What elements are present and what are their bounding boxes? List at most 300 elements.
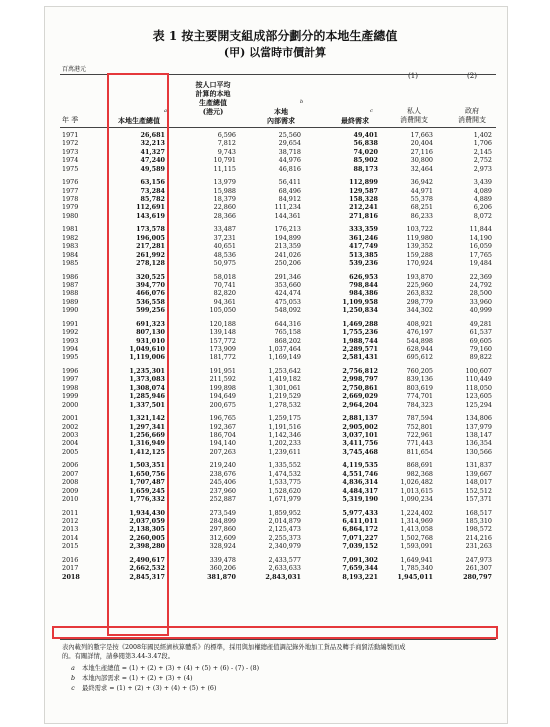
cell-gdp: 196,005 <box>136 233 165 242</box>
cell-domestic-demand: 291,346 <box>274 272 301 281</box>
cell-per-capita: 312,609 <box>209 533 236 542</box>
table-row <box>0 225 550 233</box>
table-row <box>0 195 550 203</box>
cell-domestic-demand: 176,213 <box>274 225 301 234</box>
header-per-capita <box>186 80 240 116</box>
cell-domestic-demand: 144,361 <box>274 211 301 220</box>
cell-per-capita: 22,860 <box>213 203 236 212</box>
formula-b <box>66 674 496 683</box>
cell-final-demand: 4,836,314 <box>342 478 378 487</box>
cell-domestic-demand: 2,125,473 <box>268 525 301 534</box>
cell-final-demand: 1,469,288 <box>342 319 378 328</box>
header-private <box>392 107 436 125</box>
cell-final-demand: 3,745,468 <box>342 447 378 456</box>
cell-domestic-demand: 111,234 <box>274 203 301 212</box>
cell-gov-consumption: 14,190 <box>469 233 492 242</box>
cell-year: 2003 <box>62 431 79 439</box>
cell-gov-consumption: 131,837 <box>465 461 492 470</box>
cell-private-consumption: 752,801 <box>406 422 433 431</box>
cell-per-capita: 105,050 <box>209 306 236 315</box>
cell-per-capita: 252,887 <box>209 495 236 503</box>
cell-gdp: 63,156 <box>140 178 165 187</box>
cell-gdp: 41,327 <box>140 147 165 156</box>
cell-domestic-demand: 2,433,577 <box>268 555 301 564</box>
table-row <box>0 289 550 297</box>
cell-gov-consumption: 139,667 <box>465 469 492 478</box>
cell-per-capita: 194,649 <box>209 392 236 401</box>
table-row <box>0 242 550 250</box>
cell-per-capita: 360,206 <box>209 564 236 573</box>
cell-gdp: 1,297,341 <box>129 422 165 431</box>
cell-domestic-demand: 424,474 <box>274 289 301 298</box>
cell-private-consumption: 408,921 <box>406 319 433 328</box>
table-row <box>0 328 550 336</box>
cell-final-demand: 5,977,433 <box>342 508 378 517</box>
cell-year: 2005 <box>62 447 79 456</box>
cell-year: 2011 <box>62 508 79 517</box>
table-row <box>0 156 550 164</box>
cell-private-consumption: 1,224,402 <box>400 508 433 517</box>
cell-year: 2015 <box>62 542 79 551</box>
cell-year: 1979 <box>62 203 79 212</box>
header-private-line2: 消費開支 <box>400 116 428 124</box>
cell-gov-consumption: 2,145 <box>473 147 492 156</box>
cell-final-demand: 1,250,834 <box>342 306 378 315</box>
cell-gdp: 536,558 <box>136 297 165 306</box>
cell-final-demand: 2,581,431 <box>342 353 378 362</box>
cell-gov-consumption: 2,752 <box>473 156 492 165</box>
table-row <box>0 461 550 469</box>
cell-gov-consumption: 17,765 <box>469 250 492 259</box>
cell-gov-consumption: 125,294 <box>465 400 492 409</box>
cell-year: 1974 <box>62 156 79 165</box>
cell-per-capita: 339,478 <box>209 555 236 564</box>
cell-final-demand: 626,953 <box>349 272 378 281</box>
cell-year: 1977 <box>62 186 79 195</box>
cell-domestic-demand: 1,239,611 <box>268 447 301 456</box>
cell-private-consumption: 868,691 <box>406 461 433 470</box>
header-private-line1: 私人 <box>407 107 421 115</box>
cell-year: 1978 <box>62 195 79 203</box>
cell-per-capita: 381,870 <box>207 572 236 581</box>
cell-final-demand: 6,864,172 <box>342 525 378 534</box>
cell-gdp: 2,260,005 <box>129 533 165 542</box>
table-row <box>0 431 550 439</box>
cell-per-capita: 200,675 <box>209 400 236 409</box>
cell-gov-consumption: 1,402 <box>473 131 492 139</box>
cell-gov-consumption: 28,500 <box>469 289 492 298</box>
cell-gov-consumption: 3,439 <box>473 178 492 187</box>
cell-gdp: 2,037,059 <box>129 517 165 525</box>
table-row <box>0 375 550 383</box>
bottom-rule <box>60 639 496 640</box>
header-year: 年 季 <box>62 116 79 124</box>
cell-private-consumption: 760,205 <box>406 367 433 375</box>
cell-domestic-demand: 1,335,552 <box>268 461 301 470</box>
cell-gov-consumption: 61,537 <box>469 328 492 337</box>
gdp-column-highlight <box>107 73 169 636</box>
cell-gdp: 1,373,083 <box>129 375 165 384</box>
header-domestic-line2: 內部需求 <box>267 116 295 125</box>
cell-final-demand: 7,071,227 <box>342 533 378 542</box>
cell-year: 1982 <box>62 233 79 242</box>
cell-year: 2004 <box>62 439 79 448</box>
table-row <box>0 148 550 156</box>
table-subtitle: (甲) 以當時市價計算 <box>223 46 327 59</box>
formula-c-text: 最終需求 = (1) + (2) + (3) + (4) + (5) + (6) <box>82 685 217 692</box>
cell-gdp: 112,691 <box>136 203 165 212</box>
cell-private-consumption: 1,413,058 <box>400 525 433 534</box>
cell-private-consumption: 1,502,768 <box>400 533 433 542</box>
cell-private-consumption: 628,944 <box>406 345 433 353</box>
cell-gdp: 2,398,280 <box>129 542 165 551</box>
cell-gdp: 2,845,317 <box>129 572 165 581</box>
cell-private-consumption: 1,090,234 <box>400 495 433 503</box>
cell-domestic-demand: 1,202,233 <box>268 439 301 448</box>
cell-gdp: 278,128 <box>136 259 165 267</box>
cell-gov-consumption: 6,206 <box>473 203 492 212</box>
cell-private-consumption: 1,649,941 <box>400 555 433 564</box>
cell-final-demand: 539,236 <box>349 259 378 267</box>
cell-gov-consumption: 69,605 <box>469 336 492 345</box>
cell-private-consumption: 1,314,969 <box>400 517 433 525</box>
note-line-2: 的。有關詳情，請參閱第3.44-3.47段。 <box>62 653 175 660</box>
header-domestic <box>256 107 306 125</box>
cell-private-consumption: 32,464 <box>410 164 433 173</box>
cell-final-demand: 984,386 <box>349 289 378 298</box>
cell-gov-consumption: 19,484 <box>469 259 492 267</box>
cell-per-capita: 18,379 <box>213 195 236 203</box>
cell-final-demand: 3,411,756 <box>342 439 378 448</box>
header-final-mark: c <box>370 108 373 114</box>
cell-private-consumption: 811,654 <box>406 447 433 456</box>
cell-final-demand: 271,816 <box>349 211 378 220</box>
cell-per-capita: 181,772 <box>209 353 236 362</box>
cell-gov-consumption: 137,979 <box>465 422 492 431</box>
cell-private-consumption: 139,352 <box>406 242 433 251</box>
cell-gdp: 261,992 <box>136 250 165 259</box>
cell-per-capita: 11,115 <box>213 164 236 173</box>
cell-year: 2016 <box>62 555 79 564</box>
cell-final-demand: 85,902 <box>353 156 378 165</box>
cell-per-capita: 9,743 <box>217 147 236 156</box>
cell-per-capita: 70,741 <box>213 281 236 289</box>
cell-gov-consumption: 134,806 <box>465 414 492 423</box>
cell-gdp: 1,503,351 <box>129 461 165 470</box>
cell-domestic-demand: 2,843,031 <box>265 572 301 581</box>
cell-domestic-demand: 475,053 <box>274 297 301 306</box>
cell-domestic-demand: 644,316 <box>274 319 301 328</box>
table-row <box>0 470 550 478</box>
cell-gov-consumption: 2,973 <box>473 164 492 173</box>
cell-per-capita: 94,361 <box>213 297 236 306</box>
table-row <box>0 392 550 400</box>
cell-per-capita: 284,899 <box>209 517 236 525</box>
table-row <box>0 273 550 281</box>
cell-per-capita: 50,975 <box>213 259 236 267</box>
cell-private-consumption: 86,233 <box>410 211 433 220</box>
cell-year: 1980 <box>62 211 79 220</box>
cell-private-consumption: 1,945,011 <box>397 572 433 581</box>
table-row <box>0 478 550 486</box>
cell-final-demand: 74,020 <box>353 147 378 156</box>
cell-domestic-demand: 250,206 <box>274 259 301 267</box>
cell-gdp: 1,256,669 <box>129 431 165 439</box>
cell-final-demand: 8,193,221 <box>342 572 378 581</box>
cell-year: 1994 <box>62 345 79 353</box>
cell-per-capita: 196,765 <box>209 414 236 423</box>
cell-final-demand: 361,246 <box>349 233 378 242</box>
cell-final-demand: 212,241 <box>349 203 378 212</box>
cell-private-consumption: 774,701 <box>406 392 433 401</box>
cell-domestic-demand: 56,411 <box>278 178 301 187</box>
cell-final-demand: 4,551,746 <box>342 469 378 478</box>
cell-year: 1972 <box>62 139 79 148</box>
cell-private-consumption: 1,785,340 <box>400 564 433 573</box>
cell-final-demand: 798,844 <box>349 281 378 289</box>
cell-per-capita: 58,018 <box>213 272 236 281</box>
cell-private-consumption: 476,197 <box>406 328 433 337</box>
cell-gdp: 1,235,301 <box>129 367 165 375</box>
cell-gov-consumption: 157,371 <box>465 495 492 503</box>
cell-gdp: 807,130 <box>136 328 165 337</box>
table-row <box>0 517 550 525</box>
cell-gdp: 1,308,074 <box>129 383 165 392</box>
table-row <box>0 556 550 564</box>
cell-per-capita: 139,148 <box>209 328 236 337</box>
cell-gov-consumption: 4,889 <box>473 195 492 203</box>
cell-final-demand: 49,401 <box>353 131 378 139</box>
cell-year: 1996 <box>62 367 79 375</box>
cell-final-demand: 112,899 <box>349 178 378 187</box>
cell-domestic-demand: 1,859,952 <box>268 508 301 517</box>
cell-gov-consumption: 4,089 <box>473 186 492 195</box>
cell-private-consumption: 103,722 <box>406 225 433 234</box>
cell-private-consumption: 722,961 <box>406 431 433 439</box>
table-row <box>0 306 550 314</box>
formula-a <box>66 664 496 673</box>
cell-gdp: 394,770 <box>136 281 165 289</box>
cell-gdp: 1,412,125 <box>129 447 165 456</box>
cell-domestic-demand: 1,169,149 <box>268 353 301 362</box>
cell-gdp: 1,337,501 <box>129 400 165 409</box>
cell-gov-consumption: 168,517 <box>465 508 492 517</box>
cell-domestic-demand: 1,191,516 <box>268 422 301 431</box>
cell-private-consumption: 803,619 <box>406 383 433 392</box>
cell-gdp: 931,010 <box>136 336 165 345</box>
cell-domestic-demand: 2,633,633 <box>268 564 301 573</box>
formula-b-key: b <box>70 675 76 682</box>
cell-per-capita: 48,536 <box>213 250 236 259</box>
cell-final-demand: 1,755,236 <box>342 328 378 337</box>
cell-year: 1986 <box>62 272 79 281</box>
cell-domestic-demand: 213,359 <box>274 242 301 251</box>
cell-domestic-demand: 44,976 <box>278 156 301 165</box>
cell-domestic-demand: 1,037,464 <box>268 345 301 353</box>
cell-per-capita: 37,231 <box>213 233 236 242</box>
cell-gov-consumption: 11,844 <box>469 225 492 234</box>
cell-per-capita: 199,898 <box>209 383 236 392</box>
table-row <box>0 573 550 581</box>
row-2018-highlight <box>52 626 498 639</box>
cell-private-consumption: 1,593,091 <box>400 542 433 551</box>
cell-gdp: 1,316,949 <box>129 439 165 448</box>
cell-year: 1987 <box>62 281 79 289</box>
cell-gov-consumption: 123,605 <box>465 392 492 401</box>
table-row <box>0 187 550 195</box>
cell-year: 2007 <box>62 469 79 478</box>
formula-c-key: c <box>71 685 75 692</box>
table-row <box>0 534 550 542</box>
cell-gov-consumption: 152,512 <box>465 486 492 495</box>
header-per-capita-line2: 計算的本地 <box>195 89 231 98</box>
cell-year: 1990 <box>62 306 79 315</box>
cell-per-capita: 328,924 <box>209 542 236 551</box>
cell-year: 1988 <box>62 289 79 298</box>
cell-domestic-demand: 241,026 <box>274 250 301 259</box>
cell-gdp: 1,934,430 <box>129 508 165 517</box>
cell-gov-consumption: 198,572 <box>465 525 492 534</box>
cell-gov-consumption: 22,369 <box>469 272 492 281</box>
cell-private-consumption: 787,594 <box>406 414 433 423</box>
cell-per-capita: 297,860 <box>209 525 236 534</box>
cell-private-consumption: 68,251 <box>410 203 433 212</box>
cell-gdp: 1,650,756 <box>129 469 165 478</box>
cell-gov-consumption: 261,307 <box>465 564 492 573</box>
table-row <box>0 542 550 550</box>
table-row <box>0 564 550 572</box>
cell-per-capita: 245,406 <box>209 478 236 487</box>
cell-gov-consumption: 185,310 <box>465 517 492 525</box>
cell-private-consumption: 544,898 <box>406 336 433 345</box>
cell-gdp: 1,707,487 <box>129 478 165 487</box>
cell-year: 1973 <box>62 147 79 156</box>
table-row <box>0 439 550 447</box>
cell-year: 1995 <box>62 353 79 362</box>
cell-private-consumption: 193,870 <box>406 272 433 281</box>
cell-gdp: 691,323 <box>136 319 165 328</box>
cell-private-consumption: 55,378 <box>410 195 433 203</box>
table-row <box>0 203 550 211</box>
table-row <box>0 423 550 431</box>
cell-year: 1992 <box>62 328 79 337</box>
cell-year: 2017 <box>62 564 79 573</box>
cell-final-demand: 333,359 <box>349 225 378 234</box>
cell-year: 1976 <box>62 178 79 187</box>
cell-gdp: 1,285,946 <box>129 392 165 401</box>
cell-final-demand: 1,109,958 <box>342 297 378 306</box>
cell-year: 1971 <box>62 131 79 139</box>
cell-final-demand: 56,838 <box>353 139 378 148</box>
cell-private-consumption: 982,368 <box>406 469 433 478</box>
cell-final-demand: 129,587 <box>349 186 378 195</box>
table-row <box>0 298 550 306</box>
cell-final-demand: 4,484,317 <box>342 486 378 495</box>
cell-gdp: 143,619 <box>136 211 165 220</box>
header-per-capita-line3: 生產總值 <box>199 98 227 107</box>
cell-private-consumption: 44,971 <box>410 186 433 195</box>
cell-year: 1998 <box>62 383 79 392</box>
cell-private-consumption: 225,960 <box>406 281 433 289</box>
cell-gdp: 2,138,305 <box>129 525 165 534</box>
cell-year: 2000 <box>62 400 79 409</box>
cell-per-capita: 238,676 <box>209 469 236 478</box>
cell-private-consumption: 119,980 <box>406 233 433 242</box>
table-row <box>0 448 550 456</box>
cell-year: 2009 <box>62 486 79 495</box>
cell-year: 1975 <box>62 164 79 173</box>
formula-a-key: a <box>71 665 75 672</box>
cell-private-consumption: 771,443 <box>406 439 433 448</box>
cell-gdp: 49,589 <box>140 164 165 173</box>
cell-gdp: 217,281 <box>136 242 165 251</box>
cell-private-consumption: 839,136 <box>406 375 433 384</box>
cell-per-capita: 273,549 <box>209 508 236 517</box>
cell-domestic-demand: 2,014,879 <box>268 517 301 525</box>
table-row <box>0 345 550 353</box>
cell-year: 1993 <box>62 336 79 345</box>
formula-b-text: 本地內部需求 = (1) + (2) + (3) + (4) <box>82 675 193 682</box>
cell-year: 1984 <box>62 250 79 259</box>
cell-gdp: 85,782 <box>140 195 165 203</box>
cell-domestic-demand: 29,654 <box>278 139 301 148</box>
cell-domestic-demand: 868,202 <box>274 336 301 345</box>
table-row <box>0 212 550 220</box>
table-row <box>0 251 550 259</box>
cell-final-demand: 4,119,535 <box>342 461 378 470</box>
cell-year: 1989 <box>62 297 79 306</box>
cell-domestic-demand: 1,253,642 <box>268 367 301 375</box>
cell-private-consumption: 30,800 <box>410 156 433 165</box>
cell-gdp: 26,681 <box>140 131 165 139</box>
header-gov-line1: 政府 <box>465 107 479 115</box>
cell-gov-consumption: 136,354 <box>465 439 492 448</box>
cell-domestic-demand: 1,259,175 <box>268 414 301 423</box>
table-row <box>0 495 550 503</box>
table-row <box>0 131 550 139</box>
cell-final-demand: 2,756,812 <box>342 367 378 375</box>
cell-gov-consumption: 110,449 <box>465 375 492 384</box>
cell-per-capita: 194,140 <box>209 439 236 448</box>
cell-domestic-demand: 2,340,979 <box>268 542 301 551</box>
cell-gdp: 466,076 <box>136 289 165 298</box>
cell-per-capita: 40,651 <box>213 242 236 251</box>
cell-per-capita: 186,704 <box>209 431 236 439</box>
cell-final-demand: 513,385 <box>349 250 378 259</box>
cell-gdp: 173,578 <box>136 225 165 234</box>
cell-per-capita: 157,772 <box>209 336 236 345</box>
cell-private-consumption: 1,026,482 <box>400 478 433 487</box>
table-row <box>0 281 550 289</box>
cell-domestic-demand: 1,142,346 <box>268 431 301 439</box>
cell-gov-consumption: 89,822 <box>469 353 492 362</box>
cell-domestic-demand: 1,301,061 <box>268 383 301 392</box>
cell-gov-consumption: 138,147 <box>465 431 492 439</box>
cell-domestic-demand: 46,816 <box>278 164 301 173</box>
table-row <box>0 139 550 147</box>
cell-final-demand: 2,964,204 <box>342 400 378 409</box>
cell-per-capita: 10,791 <box>213 156 236 165</box>
note-line-1: 表內載列的數字是按《2008年國民經濟核算體系》的標準，採用與加權總產值調記錄外地加工貨品及轉手商貿活動編製而成 <box>62 644 406 651</box>
cell-domestic-demand: 25,560 <box>278 131 301 139</box>
cell-final-demand: 7,039,152 <box>342 542 378 551</box>
cell-gov-consumption: 247,973 <box>465 555 492 564</box>
cell-gdp: 1,321,142 <box>129 414 165 423</box>
cell-gov-consumption: 79,160 <box>469 345 492 353</box>
cell-year: 2002 <box>62 422 79 431</box>
cell-final-demand: 417,749 <box>349 242 378 251</box>
header-final: 最終需求 <box>341 116 369 125</box>
